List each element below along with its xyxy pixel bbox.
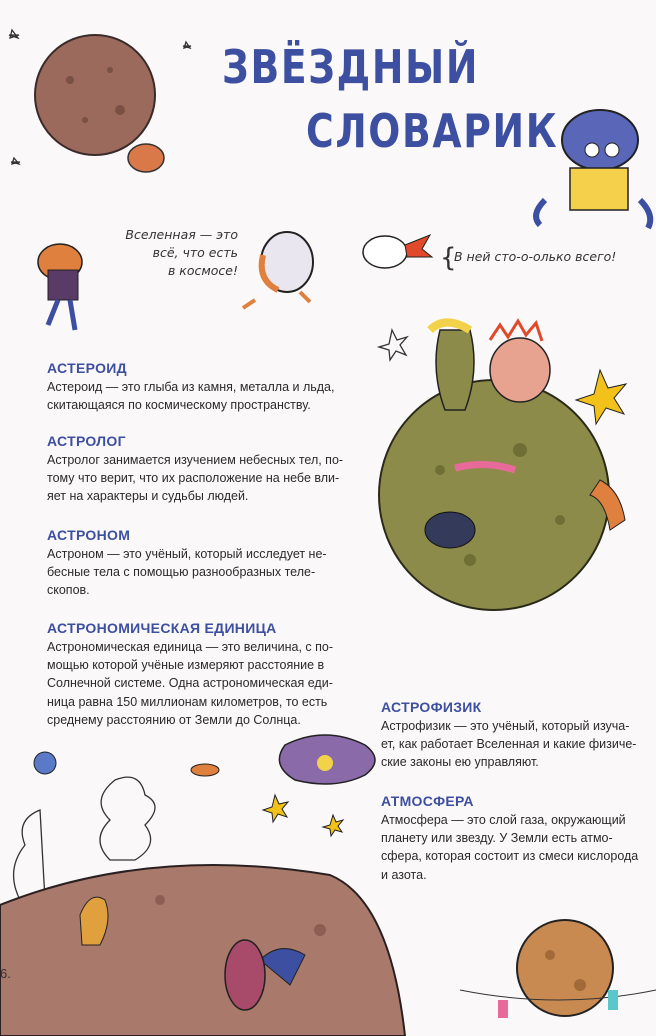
definition-line: среднему расстоянию от Земли до Солнца. (47, 712, 301, 727)
outline-stars (379, 330, 407, 360)
definition-atmosphere (381, 811, 638, 884)
definition-line: Астероид — это глыба из камня, металла и льда, (47, 380, 335, 394)
term-astronomical-unit: АСТРОНОМИЧЕСКАЯ ЕДИНИЦА (47, 620, 277, 636)
definition-line: планету или звезду. У Земли есть атмо- (381, 831, 613, 846)
definition-line: Астрономическая единица — это величина, с по- (47, 640, 334, 654)
speech-left-line: Вселенная — это (125, 227, 238, 242)
egg-creatures-illustration (243, 232, 432, 308)
speech-right: В ней сто-о-олько всего! (454, 249, 617, 264)
page-title-line2: СЛОВАРИК (306, 104, 559, 158)
speech-right-brace: { (440, 243, 457, 273)
definition-line: Астрофизик — это учёный, который изуча- (381, 719, 630, 733)
speech-left (88, 226, 238, 280)
term-asteroid: АСТЕРОИД (47, 360, 127, 376)
bottom-planet-illustration (0, 865, 405, 1036)
purple-nebula-illustration (279, 735, 375, 784)
definition-line: мощью которой учёные измеряют расстояние в (47, 658, 325, 673)
page-number: 6. (0, 966, 11, 981)
brown-planet-illustration (35, 35, 164, 172)
definition-line: и азота. (381, 867, 427, 882)
term-atmosphere: АТМОСФЕРА (381, 793, 474, 809)
definition-line: Астролог занимается изучением небесных тел, по- (47, 453, 344, 467)
accordion-creature-illustration (38, 244, 82, 330)
definition-line: скитающаяся по космическому пространству. (47, 398, 311, 413)
definition-line: бесные тела с помощью разнообразных теле- (47, 565, 316, 580)
term-astrologer: АСТРОЛОГ (47, 433, 126, 449)
definition-line: сфера, которая состоит из смеси кислорода (381, 849, 639, 864)
definition-line: яет на характеры и судьбы людей. (47, 489, 249, 504)
definition-line: ские законы ею управляют. (381, 755, 539, 770)
definition-line: ница равна 150 миллионам километров, то есть (47, 694, 328, 709)
definition-line: Солнечной системе. Одна астрономическая еди- (47, 676, 333, 691)
definition-astrologer (47, 451, 343, 506)
speech-left-line: всё, что есть (152, 245, 238, 260)
page-title: ЗВЁЗДНЫЙ (222, 40, 480, 94)
definition-astronomical-unit (47, 638, 333, 729)
speech-left-line: в космосе! (167, 263, 238, 278)
small-objects (34, 752, 219, 776)
definition-astronomer (47, 545, 327, 600)
definition-astrophysicist (381, 717, 636, 772)
term-astrophysicist: АСТРОФИЗИК (381, 699, 482, 715)
term-astronomer: АСТРОНОМ (47, 527, 131, 543)
definition-line: Астроном — это учёный, который исследует не- (47, 547, 327, 561)
definition-line: тому что верит, что их расположение на небе вли- (47, 471, 340, 486)
definition-line: ет, как работает Вселенная и какие физиче- (381, 737, 637, 752)
definition-asteroid (47, 378, 334, 414)
orange-planet-illustration (460, 920, 656, 1018)
definition-line: Атмосфера — это слой газа, окружающий (381, 813, 626, 827)
green-planet-illustration (379, 321, 625, 610)
definition-line: скопов. (47, 583, 90, 598)
